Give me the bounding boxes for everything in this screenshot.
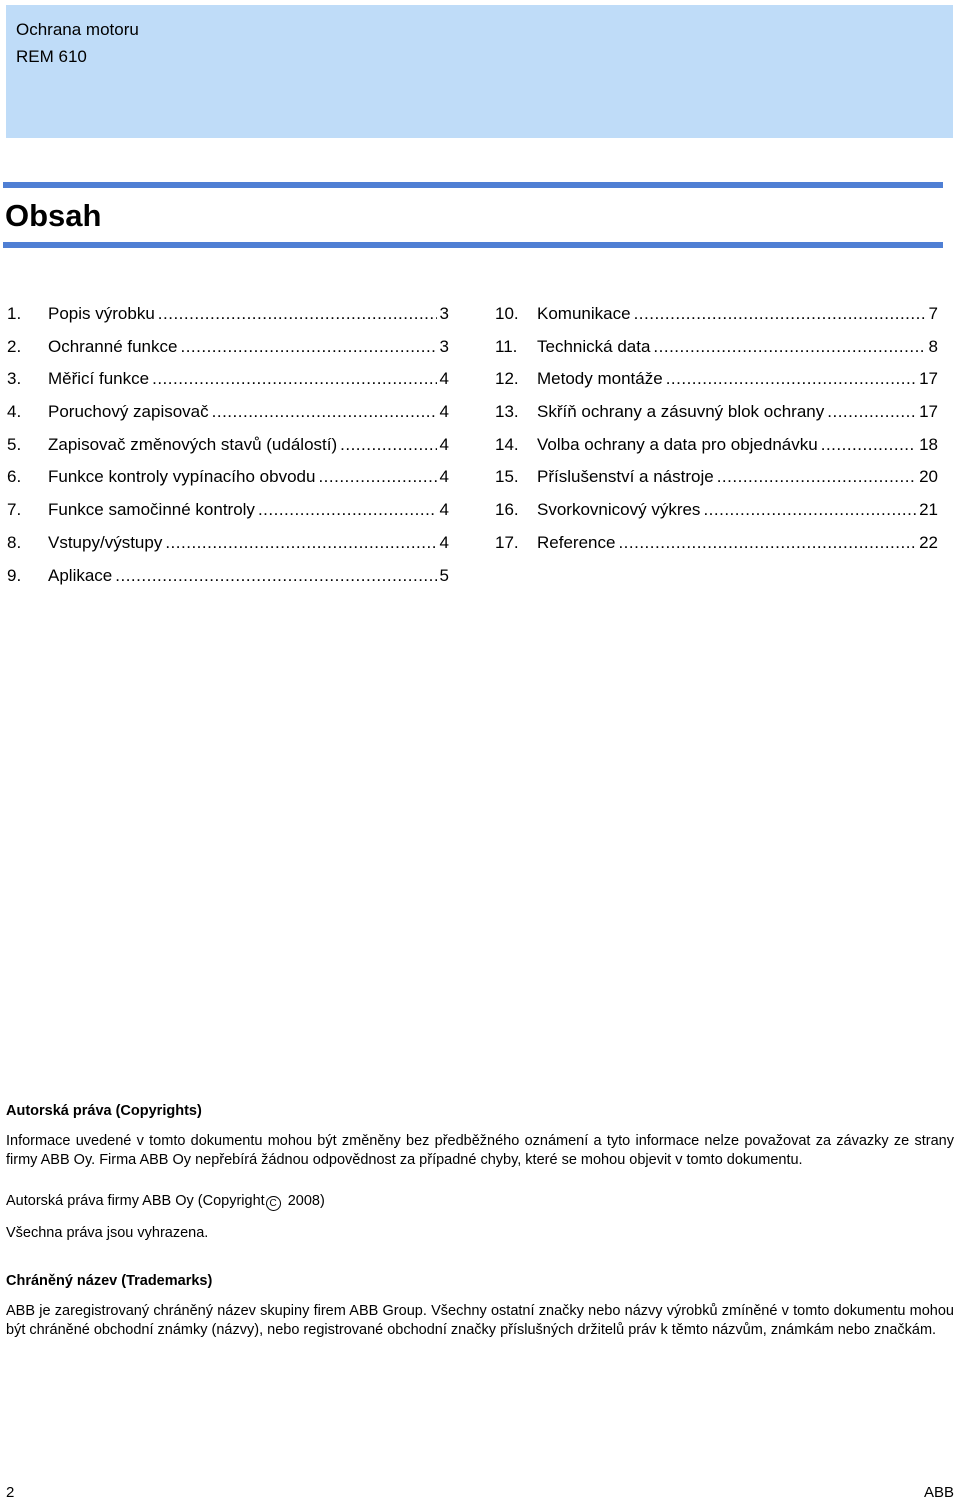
copyright-line-text: Autorská práva firmy ABB Oy (Copyright [6,1193,265,1209]
toc-entry[interactable] [495,298,938,331]
toc-entry-page: 4 [439,500,449,520]
toc-entry-label: Měřicí funkce [48,369,150,389]
page-title: Obsah [5,198,102,233]
toc-entry-number: 1. [7,304,22,323]
toc-entry[interactable] [495,494,938,527]
copyright-year-text: 2008) [283,1193,325,1209]
toc-entry-label: Funkce samočinné kontroly [48,500,255,520]
toc-entry-number: 12. [495,369,519,389]
toc-entry-label: Komunikace [537,304,631,323]
toc-leader-dots [165,527,436,560]
toc-entry[interactable] [7,396,449,429]
toc-entry-label: Poruchový zapisovač [48,402,209,422]
toc-entry[interactable] [495,527,938,560]
toc-leader-dots [115,560,436,593]
rights-reserved: Všechna práva jsou vyhrazena. [6,1225,209,1241]
toc-entry-page: 4 [439,532,449,552]
toc-entry-label: Volba ochrany a data pro objednávku [537,434,818,454]
toc-entry-number: 2. [7,336,22,356]
trademarks-paragraph: ABB je zaregistrovaný chráněný název skupiny firem ABB Group. Všechny ostatní značky nebo názvy výrobků zmíněné v tomto dokumentu mohou být chráněné obchodní známky (názvy), nebo registrované obchodní značky příslušných držitelů práv k těmto názvům, známkám nebo značkám. [6,1303,954,1338]
toc-entry-label: Vstupy/výstupy [48,532,163,552]
toc-entry[interactable] [495,396,938,429]
toc-leader-dots [618,527,916,560]
toc-leader-dots [152,363,436,396]
toc-entry[interactable] [495,363,938,396]
toc-entry[interactable] [7,331,449,364]
toc-entry-page: 20 [919,467,938,487]
toc-entry-number: 4. [7,402,22,422]
toc-entry[interactable] [7,461,449,494]
toc-entry-label: Příslušenství a nástroje [537,467,714,487]
toc-leader-dots [703,494,916,527]
title-rule-bottom [3,242,943,248]
toc-entry-label: Zapisovač změnových stavů (událostí) [48,434,338,454]
toc-leader-dots [212,396,437,429]
toc-entry-page: 4 [439,434,449,454]
toc-entry-number: 8. [7,532,22,552]
toc-leader-dots [666,363,916,396]
toc-entry-label: Metody montáže [537,369,663,389]
toc-entry[interactable] [495,429,938,462]
copyright-symbol: C [266,1196,281,1211]
toc-entry-page: 3 [439,304,449,323]
toc-entry-number: 16. [495,500,519,520]
toc-entry-number: 11. [495,336,518,356]
toc-entry[interactable] [7,560,449,593]
toc-entry[interactable] [7,363,449,396]
toc-leader-dots [827,396,916,429]
toc-leader-dots [821,429,916,462]
toc-leader-dots [653,331,925,364]
title-rule-top [3,182,943,188]
toc-entry-page: 5 [439,565,449,585]
toc-entry-label: Popis výrobku [48,304,155,323]
toc-leader-dots [158,298,437,331]
toc-entry-label: Skříň ochrany a zásuvný blok ochrany [537,402,825,422]
toc-entry-number: 5. [7,434,22,454]
toc-entry[interactable] [7,429,449,462]
toc-entry-page: 21 [919,500,938,520]
toc-entry-label: Svorkovnicový výkres [537,500,701,520]
toc-entry[interactable] [7,527,449,560]
toc-entry-number: 13. [495,402,519,422]
toc-leader-dots [634,298,926,331]
toc-left-column [7,298,449,592]
toc-entry-page: 3 [439,336,449,356]
toc-right-column [495,298,938,560]
toc-leader-dots [258,494,437,527]
toc-entry-page: 4 [439,369,449,389]
toc-entry-number: 10. [495,304,519,323]
toc-entry-page: 4 [439,467,449,487]
toc-entry-label: Ochranné funkce [48,336,178,356]
toc-leader-dots [717,461,916,494]
toc-entry[interactable] [495,461,938,494]
header-product-code: REM 610 [16,47,87,66]
toc-entry-label: Aplikace [48,565,113,585]
page-number: 2 [6,1484,15,1501]
toc-leader-dots [318,461,436,494]
copyright-heading: Autorská práva (Copyrights) [6,1103,202,1119]
toc-entry-label: Reference [537,532,616,552]
copyright-paragraph: Informace uvedené v tomto dokumentu mohou být změněny bez předběžného oznámení a tyto informace nelze považovat za závazky ze strany firmy ABB Oy. Firma ABB Oy nepřebírá žádnou odpovědnost za případné chyby, které se mohou objevit v tomto dokumentu. [6,1133,954,1168]
toc-entry-number: 17. [495,532,519,552]
trademarks-heading: Chráněný název (Trademarks) [6,1273,213,1289]
toc-entry-label: Technická data [537,336,651,356]
toc-entry[interactable] [7,494,449,527]
toc-leader-dots [180,331,436,364]
copyright-line [6,1192,954,1211]
toc-entry-page: 17 [919,369,938,389]
header-product-title: Ochrana motoru [16,20,139,39]
toc-entry-number: 9. [7,565,22,585]
toc-entry-number: 7. [7,500,22,520]
document-header [6,5,953,138]
toc-entry-number: 14. [495,434,519,454]
toc-entry-number: 3. [7,369,22,389]
toc-entry-number: 15. [495,467,519,487]
toc-entry-number: 6. [7,467,22,487]
toc-entry-page: 17 [919,402,938,422]
toc-entry-page: 4 [439,402,449,422]
toc-leader-dots [340,429,436,462]
toc-entry[interactable] [7,298,449,331]
toc-entry-page: 8 [928,336,938,356]
toc-entry-label: Funkce kontroly vypínacího obvodu [48,467,316,487]
footer-company: ABB [923,1484,954,1501]
toc-entry-page: 22 [919,532,938,552]
toc-entry-page: 7 [928,304,938,323]
toc-entry[interactable] [495,331,938,364]
toc-entry-page: 18 [919,434,938,454]
